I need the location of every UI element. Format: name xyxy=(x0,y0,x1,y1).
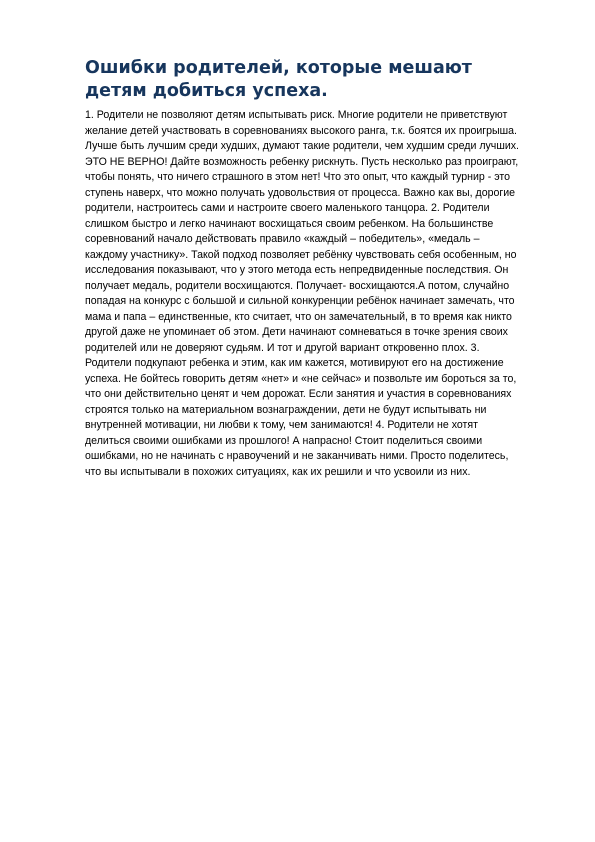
body-paragraph: 1. Родители не позволяют детям испытывать риск. Многие родители не приветствуют желание детей участвовать в соревнованиях высокого ранга, т.к. боятся их проигрыша. Лучше быть лучшим среди худших, думают такие родители, чем худшим среди лучших. ЭТО НЕ ВЕРНО! Дайте возможность ребенку рискнуть. Пусть несколько раз проиграют, чтобы понять, что ничего страшного в этом нет! Что это опыт, что каждый турнир - это ступень наверх, что можно получать удовольствия от процесса. Важно как вы, дорогие родители, настроитесь сами и настроите своего маленького танцора. 2. Родители слишком быстро и легко начинают восхищаться своим ребенком. На большинстве соревнований начало действовать правило «каждый – победитель», «медаль – каждому участнику». Такой подход позволяет ребёнку чувствовать себя особенным, но исследования показывают, что у этого метода есть непредвиденные последствия. Он получает медаль, родители восхищаются. Получает- восхищаются.А потом, случайно попадая на конкурс с большой и сильной конкуренции ребёнок начинает замечать, что мама и папа – единственные, кто считает, что он замечательный, в то время как никто другой даже не упоминает об этом. Дети начинают сомневаться в точке зрения своих родителей или не доверяют судьям. И тот и другой вариант откровенно плох. 3. Родители подкупают ребенка и этим, как им кажется, мотивируют его на достижение успеха. Не бойтесь говорить детям «нет» и «не сейчас» и позвольте им бороться за то, что они действительно ценят и чем дорожат. Если занятия и участия в соревнованиях строятся только на материальном вознаграждении, дети не будут испытывать ни внутренней мотивации, ни любви к тому, чем занимаются! 4. Родители не хотят делиться своими ошибками из прошлого! А напрасно! Стоит поделиться своими ошибками, но не начинать с нравоучений и не заканчивать ними. Просто поделитесь, что вы испытывали в похожих ситуациях, как их решили и что усвоили из них. xyxy=(85,109,519,478)
page-title: Ошибки родителей, которые мешают детям добиться успеха. xyxy=(85,58,472,101)
